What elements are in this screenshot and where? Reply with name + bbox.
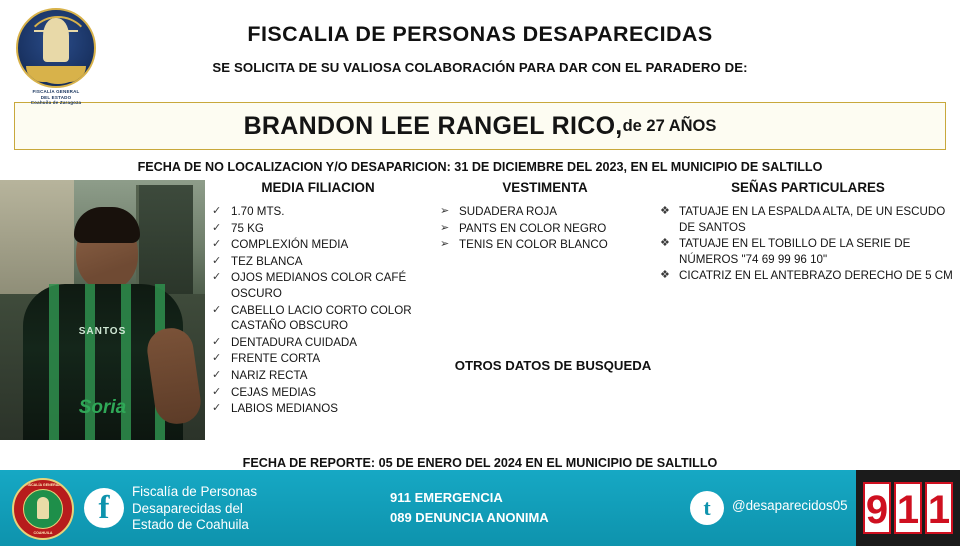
- check-icon: ✓: [212, 385, 222, 398]
- list-item: [212, 204, 424, 220]
- list-item: [212, 401, 424, 417]
- poster-header: [0, 0, 960, 106]
- person-name: BRANDON LEE RANGEL RICO,: [243, 111, 623, 140]
- section-senas-particulares: [660, 180, 956, 285]
- check-icon: ✓: [212, 352, 222, 365]
- list-item-label: TENIS EN COLOR BLANCO: [459, 238, 608, 252]
- list-item-label: NARIZ RECTA: [231, 368, 308, 382]
- check-icon: ✓: [212, 368, 222, 381]
- check-icon: ✓: [212, 221, 222, 234]
- list-item-label: 1.70 MTS.: [231, 205, 285, 218]
- list-item: [212, 351, 424, 367]
- seal-top-label: FISCALÍA GENERAL: [25, 483, 61, 487]
- section-vestimenta: [440, 180, 650, 254]
- page-title: FISCALIA DE PERSONAS DESAPARECIDAS: [247, 22, 713, 46]
- photo-person-head: [76, 216, 138, 290]
- list-item: [212, 237, 424, 253]
- jersey-stripe: [49, 284, 59, 440]
- list-item-label: TATUAJE EN EL TOBILLO DE LA SERIE DE NÚMEROS "74 69 99 96 10": [679, 237, 911, 266]
- list-item: [440, 221, 650, 237]
- jersey-sponsor-text: Soria: [78, 397, 127, 419]
- diamond-bullet-icon: ❖: [660, 237, 670, 250]
- anonymous-report-phone-label: 089 DENUNCIA ANONIMA: [390, 510, 549, 525]
- check-icon: ✓: [212, 271, 222, 284]
- state-attorney-crest: [8, 8, 104, 106]
- list-item-label: OJOS MEDIANOS COLOR CAFÉ OSCURO: [231, 271, 407, 300]
- list-item-label: CABELLO LACIO CORTO COLOR CASTAÑO OBSCURO: [231, 303, 412, 333]
- otros-datos-heading: OTROS DATOS DE BUSQUEDA: [454, 358, 652, 373]
- list-item-label: LABIOS MEDIANOS: [231, 402, 338, 416]
- emergency-number-badge: [856, 470, 960, 546]
- crest-justice-figure-icon: [43, 18, 69, 62]
- list-item: [212, 221, 424, 237]
- list-item-label: 75 KG: [231, 221, 264, 235]
- list-item: [212, 270, 424, 301]
- emergency-phone-label: 911 EMERGENCIA: [390, 490, 503, 505]
- list-item-label: CICATRIZ EN EL ANTEBRAZO DERECHO DE 5 CM: [679, 269, 953, 283]
- list-item: [440, 237, 650, 253]
- facebook-icon[interactable]: f: [84, 488, 124, 528]
- list-item-label: TEZ BLANCA: [231, 254, 303, 268]
- list-item: [212, 303, 424, 334]
- check-icon: ✓: [212, 238, 222, 251]
- twitter-icon[interactable]: t: [690, 491, 724, 525]
- crest-caption: FISCALÍA GENERAL DEL ESTADO Coahuila de Zaragoza: [30, 89, 82, 106]
- photo-background-door: [136, 185, 192, 299]
- list-item: [660, 268, 956, 284]
- disappearance-date-line: FECHA DE NO LOCALIZACION Y/O DESAPARICION: 31 DE DICIEMBRE DEL 2023, EN EL MUNICIPIO DE SALTILLO: [137, 160, 823, 174]
- list-item: [212, 385, 424, 401]
- list-item-label: PANTS EN COLOR NEGRO: [459, 221, 607, 235]
- list-item-label: SUDADERA ROJA: [459, 205, 557, 218]
- check-icon: ✓: [212, 402, 222, 415]
- list-item-label: TATUAJE EN LA ESPALDA ALTA, DE UN ESCUDO DE SANTOS: [679, 205, 946, 234]
- emergency-digit: 9: [863, 482, 891, 534]
- media-filiacion-list: [212, 204, 424, 417]
- list-item: [212, 368, 424, 384]
- poster-body: [0, 180, 960, 454]
- missing-person-name-bar: [14, 102, 946, 150]
- check-icon: ✓: [212, 335, 222, 348]
- footer-org-line-2: Desaparecidas del: [132, 500, 243, 516]
- photo-background-wall-left: [0, 180, 74, 300]
- emergency-digit: 1: [925, 482, 953, 534]
- poster-footer: [0, 470, 960, 546]
- check-icon: ✓: [212, 303, 222, 316]
- list-item-label: COMPLEXIÓN MEDIA: [231, 238, 349, 252]
- title-block: [0, 0, 960, 75]
- crest-icon: [16, 8, 96, 88]
- jersey-logo-text: SANTOS: [78, 325, 127, 337]
- vestimenta-list: [440, 204, 650, 253]
- list-item: [440, 204, 650, 220]
- diamond-bullet-icon: ❖: [660, 269, 670, 282]
- report-date-line: FECHA DE REPORTE: 05 DE ENERO DEL 2024 EN EL MUNICIPIO DE SALTILLO: [242, 456, 718, 470]
- footer-seal: [12, 478, 72, 538]
- list-item-label: DENTADURA CUIDADA: [231, 335, 358, 349]
- list-item: [212, 335, 424, 351]
- footer-org-line-1: Fiscalía de Personas: [132, 484, 258, 499]
- arrow-bullet-icon: ➢: [440, 238, 450, 251]
- footer-organization: [132, 484, 257, 534]
- section-heading: MEDIA FILIACION: [261, 180, 375, 195]
- seal-icon: [12, 478, 74, 540]
- list-item: [660, 204, 956, 235]
- person-age: de 27 AÑOS: [622, 116, 717, 135]
- footer-phone-numbers: [390, 488, 549, 528]
- arrow-bullet-icon: ➢: [440, 221, 450, 234]
- check-icon: ✓: [212, 205, 222, 217]
- diamond-bullet-icon: ❖: [660, 205, 670, 217]
- check-icon: ✓: [212, 254, 222, 267]
- list-item-label: FRENTE CORTA: [231, 352, 321, 366]
- section-media-filiacion: [212, 180, 424, 418]
- list-item-label: CEJAS MEDIAS: [231, 385, 317, 399]
- arrow-bullet-icon: ➢: [440, 205, 450, 217]
- crest-base: [26, 66, 86, 82]
- section-heading: SEÑAS PARTICULARES: [731, 180, 885, 195]
- seal-bottom-label: COAHUILA: [33, 531, 53, 535]
- twitter-handle[interactable]: @desaparecidos05: [732, 498, 848, 513]
- person-photo: [0, 180, 205, 440]
- section-heading: VESTIMENTA: [502, 180, 588, 195]
- list-item: [660, 236, 956, 267]
- senas-particulares-list: [660, 204, 956, 284]
- page-subtitle: SE SOLICITA DE SU VALIOSA COLABORACIÓN PARA DAR CON EL PARADERO DE:: [212, 60, 748, 75]
- footer-org-line-3: Estado de Coahuila: [132, 517, 249, 532]
- emergency-digit: 1: [894, 482, 922, 534]
- seal-inner: [23, 489, 63, 529]
- list-item: [212, 254, 424, 270]
